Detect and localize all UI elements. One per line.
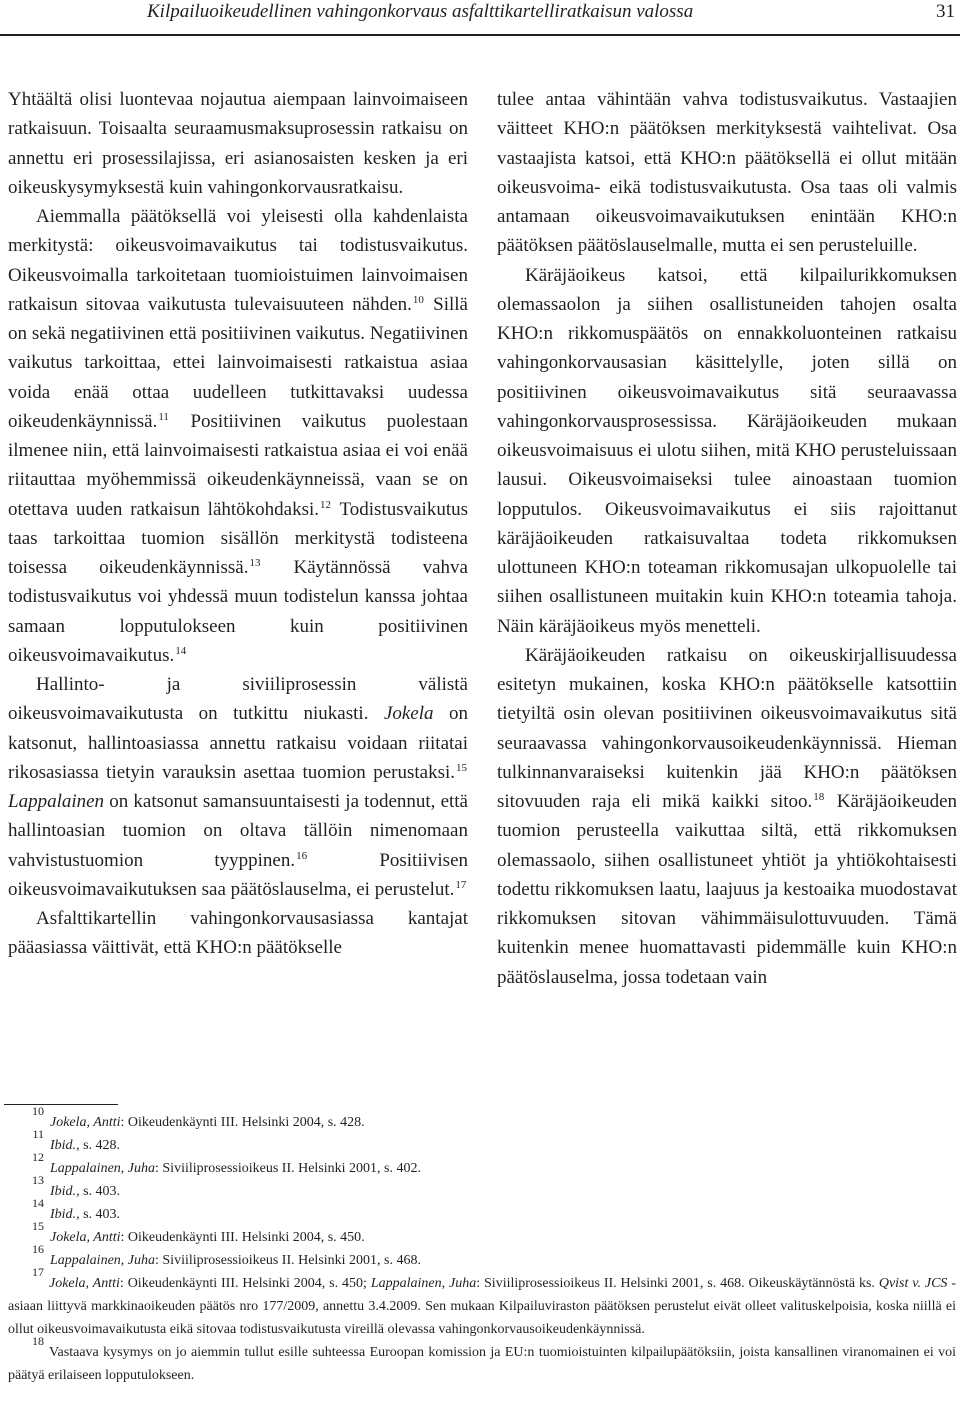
- paragraph: Yhtäältä olisi luontevaa nojautua aiempaan lainvoimaiseen ratkaisuun. Toisaalta seuraamusmaksuprosessin ratkaisu on annettu eri prosessilajissa, eri asianosaisten kesken ja eri oikeuskysymyksestä kuin vahingonkorvausratkaisu.: [8, 89, 468, 198]
- footnote-number: 13: [32, 1173, 44, 1187]
- footnote-text: , s. 403.: [76, 1184, 121, 1199]
- author-name: Ibid.: [50, 1207, 77, 1222]
- footnote-ref[interactable]: 15: [456, 761, 467, 774]
- paragraph: tulee antaa vähintään vahva todistusvaikutus. Vastaajien väitteet KHO:n päätöksen merkityksestä vaihtelivat. Osa vastaajista katsoi, että KHO:n päätöksellä ei ollut mitään oikeusvoima- eikä todistusvaikutusta. Osa taas oli valmis antamaan oikeusvoimavaikutuksen enintään KHO:n päätöksen päätöslauselmalle, mutta ei sen perusteluille.: [497, 89, 957, 257]
- footnote-text: : Oikeudenkäynti III. Helsinki 2004, s. 450;: [119, 1276, 371, 1291]
- footnote-ref[interactable]: 17: [455, 878, 467, 891]
- footnote-number: 12: [32, 1150, 44, 1164]
- footnote: [8, 1265, 957, 1341]
- footnote-ref[interactable]: 10: [412, 293, 424, 306]
- text-run: Positiivinen vaikutus puolestaan ilmenee niin, että lainvoimaisesti ratkaistua asiaa ei voi enää riitauttaa myöhemmissä oikeudenkäynneissä, vaan se on otettava uuden ratkaisun lähtökohdaksi.: [8, 410, 468, 520]
- footnote-ref[interactable]: 11: [158, 410, 169, 423]
- footnote-number: 16: [32, 1242, 44, 1256]
- footnote-number: 10: [32, 1104, 44, 1118]
- text-run: Käytännössä vahva todistusvaikutus voi yhdessä muun todistelun kanssa johtaa samaan lopputulokseen kuin positiivinen oikeusvoimavaikutus.: [8, 557, 468, 666]
- footnote-text: : Oikeudenkäynti III. Helsinki 2004, s. 450.: [120, 1230, 365, 1245]
- author-name: Lappalainen, Juha: [50, 1161, 155, 1176]
- text-run: Käräjäoikeuden ratkaisu on oikeuskirjallisuudessa esitetyn mukainen, koska KHO:n päätökselle katsottiin tietyiltä osin olevan positiivinen oikeusvoimavaikutus sitä seuraavassa vahingonkorvausoikeudenkäynnissä. Hieman tulkinnanvaraiseksi kuitenkin jää KHO:n päätöksen sitovuuden raja eli mikä kaikki sitoo.: [497, 644, 957, 812]
- author-name: Lappalainen, Juha: [50, 1253, 155, 1268]
- running-title: Kilpailuoikeudellinen vahingonkorvaus asfalttikartelliratkaisun valossa: [147, 1, 694, 22]
- text-run: Käräjäoikeuden tuomion perusteella vaikuttaa siltä, että rikkomuksen olemassaolo, siihen osallistuneet yhtiöt ja yhtiökohtaisesti todettu rikkomuksen laatu, laajuus ja kestoaika muodostavat rikkomuksen sitovan vähimmäisulottuvuuden. Tämä kuitenkin menee huomattavasti pidemmälle kuin KHO:n päätöslauselma, jossa todetaan vain: [497, 791, 958, 988]
- footnote-ref[interactable]: 16: [296, 849, 308, 862]
- footnote-text: : Siviiliprosessioikeus II. Helsinki 2001, s. 468. Oikeuskäytännöstä ks.: [476, 1276, 879, 1291]
- footnote-number: 18: [32, 1334, 44, 1348]
- text-run: Sillä on sekä negatiivinen että positiivinen vaikutus. Negatiivinen vaikutus tarkoittaa, ettei lainvoimaisesti ratkaistua asiaa voida enää ottaa uudelleen tutkittavaksi uudessa oikeudenkäynnissä.: [8, 293, 468, 432]
- case-name: Qvist v. JCS: [878, 1276, 948, 1291]
- footnote: [8, 1242, 956, 1272]
- paragraph: Käräjäoikeus katsoi, että kilpailurikkomuksen olemassaolon ja siihen osallistuneiden tahojen osalta KHO:n rikkomuspäätös on ennakkoluonteinen ratkaisu vahingonkorvausasian käsittelylle, joten sillä on positiivinen oikeusvoimavaikutus sitä seuraavassa vahingonkorvausprosessissa. Käräjäoikeuden mukaan oikeusvoimaisuus ei ulotu siihen, mitä KHO perusteluissaan lausui. Oikeusvoimaiseksi tulee ainoastaan tuomion lopputulos. Oikeusvoimavaikutus ei siis rajoittanut käräjäoikeuden ratkaisuvaltaa todeta rikkomuksen ulottuneen KHO:n toteaman rikkomusajan ulkopuolelle tai siihen osallistuneen muitakin kuin KHO:n toteamia tahoja. Näin käräjäoikeus myös menetteli.: [497, 264, 957, 637]
- paragraph: [8, 670, 468, 904]
- footnote: [8, 1104, 956, 1134]
- text-run: on katsonut, hallintoasiassa annettu ratkaisu voidaan riitatai rikosasiassa tietyin varauksin asettaa tuomion perustaksi.: [8, 703, 468, 783]
- footnotes: [8, 1104, 957, 1387]
- footnote-text: Vastaava kysymys on jo aiemmin tullut esille suhteessa Euroopan komission ja EU:n tuomioistuinten kilpailupäätöksiin, joista kansallinen viranomainen ei voi päätyä erilaiseen lopputulokseen.: [8, 1345, 956, 1383]
- text-run: on katsonut samansuuntaisesti ja todennut, että hallintoasian tuomion on oltava tällöin nimenomaan vahvistustuomion tyyppinen.: [8, 791, 468, 871]
- footnote-text: : Siviiliprosessioikeus II. Helsinki 2001, s. 402.: [155, 1161, 421, 1176]
- header-rule: [0, 34, 960, 36]
- paragraph: [497, 641, 957, 992]
- footnote-number: 17: [32, 1265, 44, 1279]
- author-name: Jokela, Antti: [50, 1115, 121, 1130]
- author-name: Lappalainen, Juha: [370, 1276, 477, 1291]
- footnote: [8, 1334, 956, 1387]
- footnote: [8, 1173, 956, 1203]
- footnote-text: : Siviiliprosessioikeus II. Helsinki 2001, s. 468.: [155, 1253, 421, 1268]
- footnote-text: -asiaan liittyvä markkinaoikeuden päätös nro 177/2009, annettu 3.4.2009. Sen mukaan Kilpailuviraston päätöksen perustelut eivät olleet valituskelpoisia, koska niillä ei ollut oikeusvoimavaikutusta eikä sitovaa todistusvaikutusta vireillä olevassa vahingonkorvausoikeudenkäynnissä.: [8, 1276, 957, 1337]
- footnote-ref[interactable]: 18: [813, 791, 825, 803]
- footnote: [8, 1127, 956, 1157]
- footnote: [8, 1196, 956, 1226]
- footnote-number: 11: [32, 1127, 44, 1141]
- footnote-number: 14: [32, 1196, 44, 1210]
- left-column: [8, 85, 468, 963]
- text-run: Todistusvaikutus taas tarkoittaa tuomion sisällön merkitystä todisteena toisessa oikeudenkäynnissä.: [8, 498, 468, 578]
- footnote-text: : Oikeudenkäynti III. Helsinki 2004, s. 428.: [120, 1115, 365, 1130]
- footnote-ref[interactable]: 14: [175, 644, 187, 657]
- footnote: [8, 1219, 956, 1249]
- author-name: Jokela, Antti: [49, 1276, 120, 1291]
- footnote-text: , s. 403.: [76, 1207, 121, 1222]
- text-run: Hallinto- ja siviiliprosessin välistä oikeusvoimavaikutusta on tutkittu niukasti.: [8, 674, 468, 725]
- paragraph: Asfalttikartellin vahingonkorvausasiassa kantajat pääasiassa väittivät, että KHO:n päätökselle: [8, 908, 468, 959]
- page-number: 31: [936, 1, 955, 22]
- author-name: Lappalainen: [8, 791, 105, 812]
- text-run: Aiemmalla päätöksellä voi yleisesti olla kahdenlaista merkitystä: oikeusvoimavaikutus tai todistusvaikutus. Oikeusvoimalla tarkoitetaan tuomioistuimen lainvoimaisen ratkaisun sitovaa vaikutusta tulevaisuuteen nähden.: [8, 206, 468, 315]
- author-name: Jokela, Antti: [50, 1230, 121, 1245]
- footnote-ref[interactable]: 13: [249, 557, 261, 569]
- footnote: [8, 1150, 956, 1180]
- text-run: Positiivisen oikeusvoimavaikutuksen saa päätöslauselma, ei perustelut.: [8, 849, 469, 900]
- running-header: [147, 0, 955, 24]
- author-name: Ibid.: [50, 1138, 77, 1153]
- footnote-number: 15: [32, 1219, 44, 1233]
- author-name: Ibid.: [50, 1184, 77, 1199]
- footnote-text: , s. 428.: [76, 1138, 121, 1153]
- author-name: Jokela: [383, 703, 434, 725]
- paragraph: [8, 202, 468, 670]
- footnote-ref[interactable]: 12: [320, 498, 332, 511]
- right-column: [497, 85, 957, 992]
